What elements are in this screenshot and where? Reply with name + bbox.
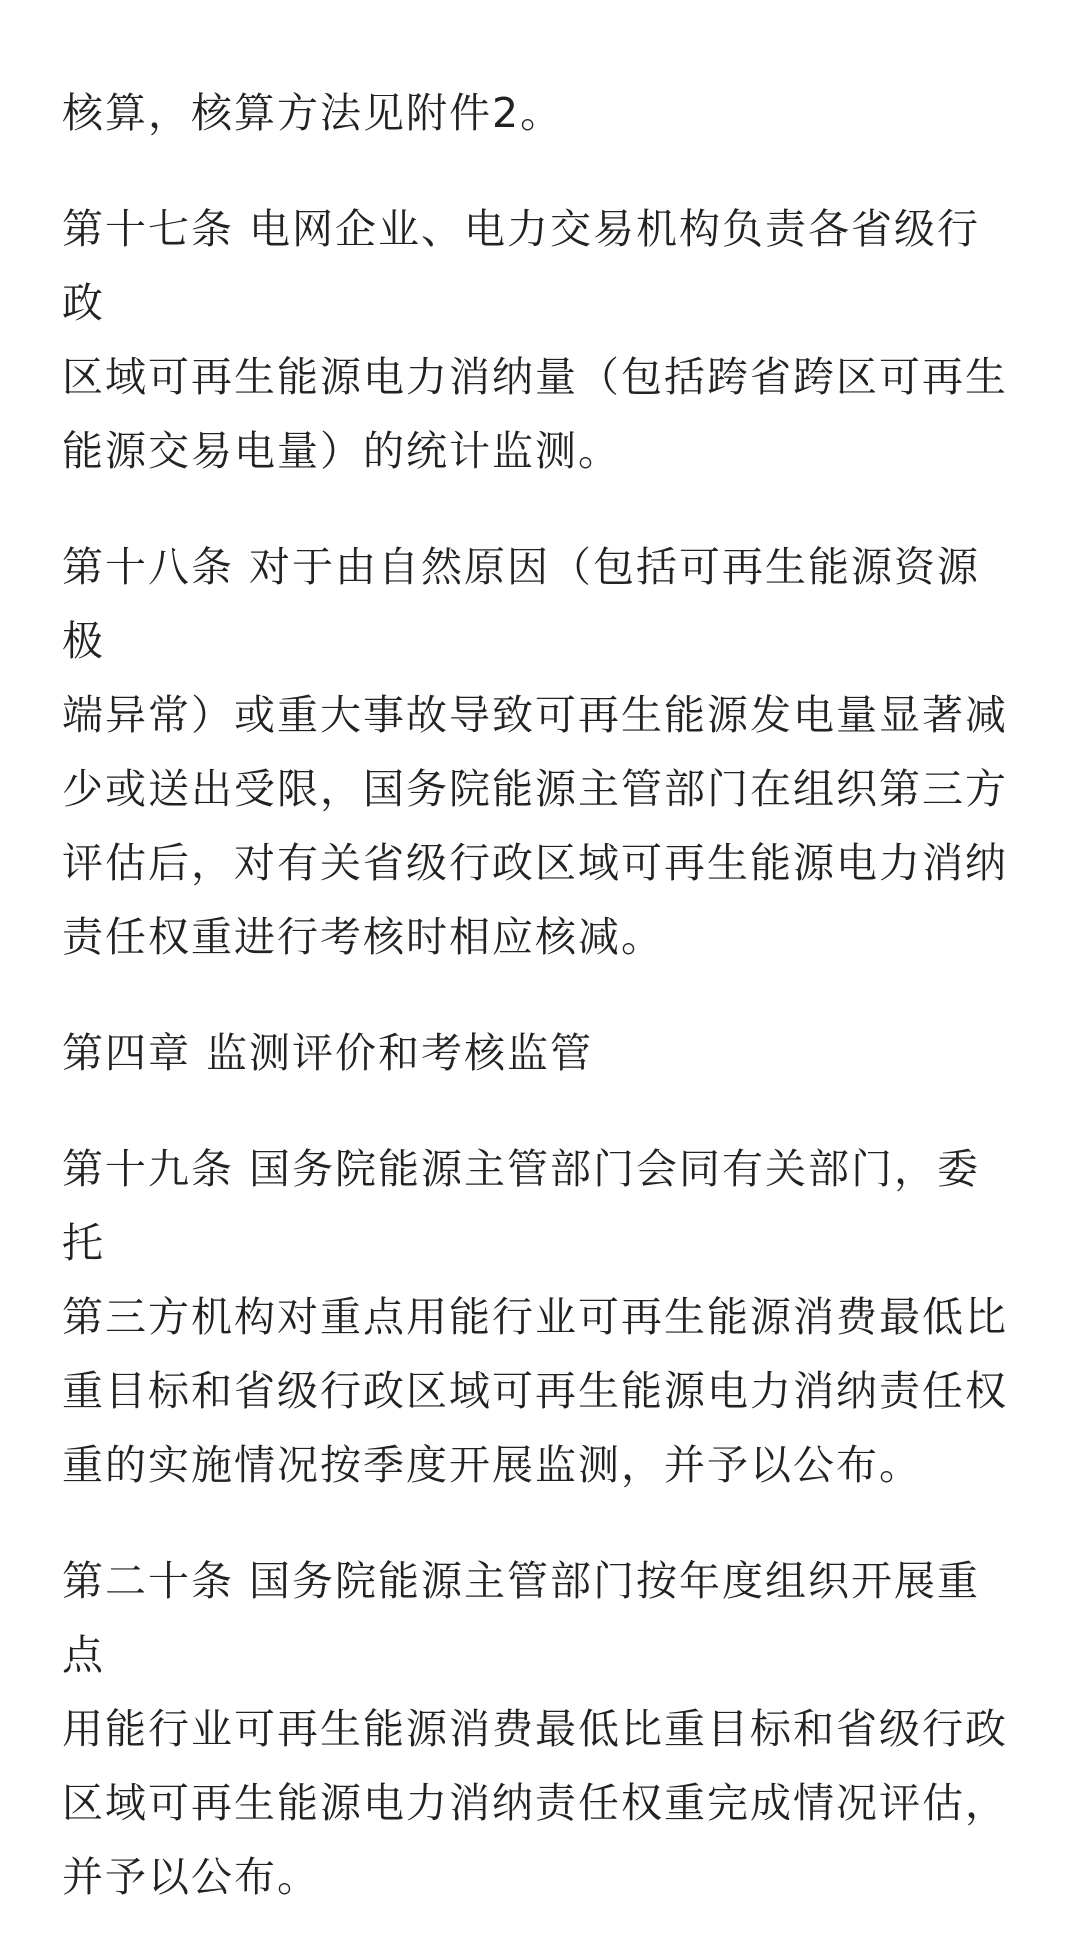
paragraph-article-20: 第二十条 国务院能源主管部门按年度组织开展重点 用能行业可再生能源消费最低比重目标和省级行政 区域可再生能源电力消纳责任权重完成情况评估， 并予以公布。 [62,1557,1008,1901]
chapter-heading: 第四章 监测评价和考核监管 [62,1029,594,1077]
paragraph-calc-note: 核算，核算方法见附件2。 [62,89,564,137]
article-body [62,76,1022,1956]
paragraph-article-17: 第十七条 电网企业、电力交易机构负责各省级行政 区域可再生能源电力消纳量（包括跨省跨区可再生 能源交易电量）的统计监测。 [62,205,1008,475]
paragraph-article-19: 第十九条 国务院能源主管部门会同有关部门，委托 第三方机构对重点用能行业可再生能源消费最低比 重目标和省级行政区域可再生能源电力消纳责任权 重的实施情况按季度开展监测，并予以公布。 [62,1145,1008,1489]
paragraph-article-18: 第十八条 对于由自然原因（包括可再生能源资源极 端异常）或重大事故导致可再生能源发电量显著减 少或送出受限，国务院能源主管部门在组织第三方 评估后，对有关省级行政区域可再生能源电力消纳 责任权重进行考核时相应核减。 [62,543,1008,961]
